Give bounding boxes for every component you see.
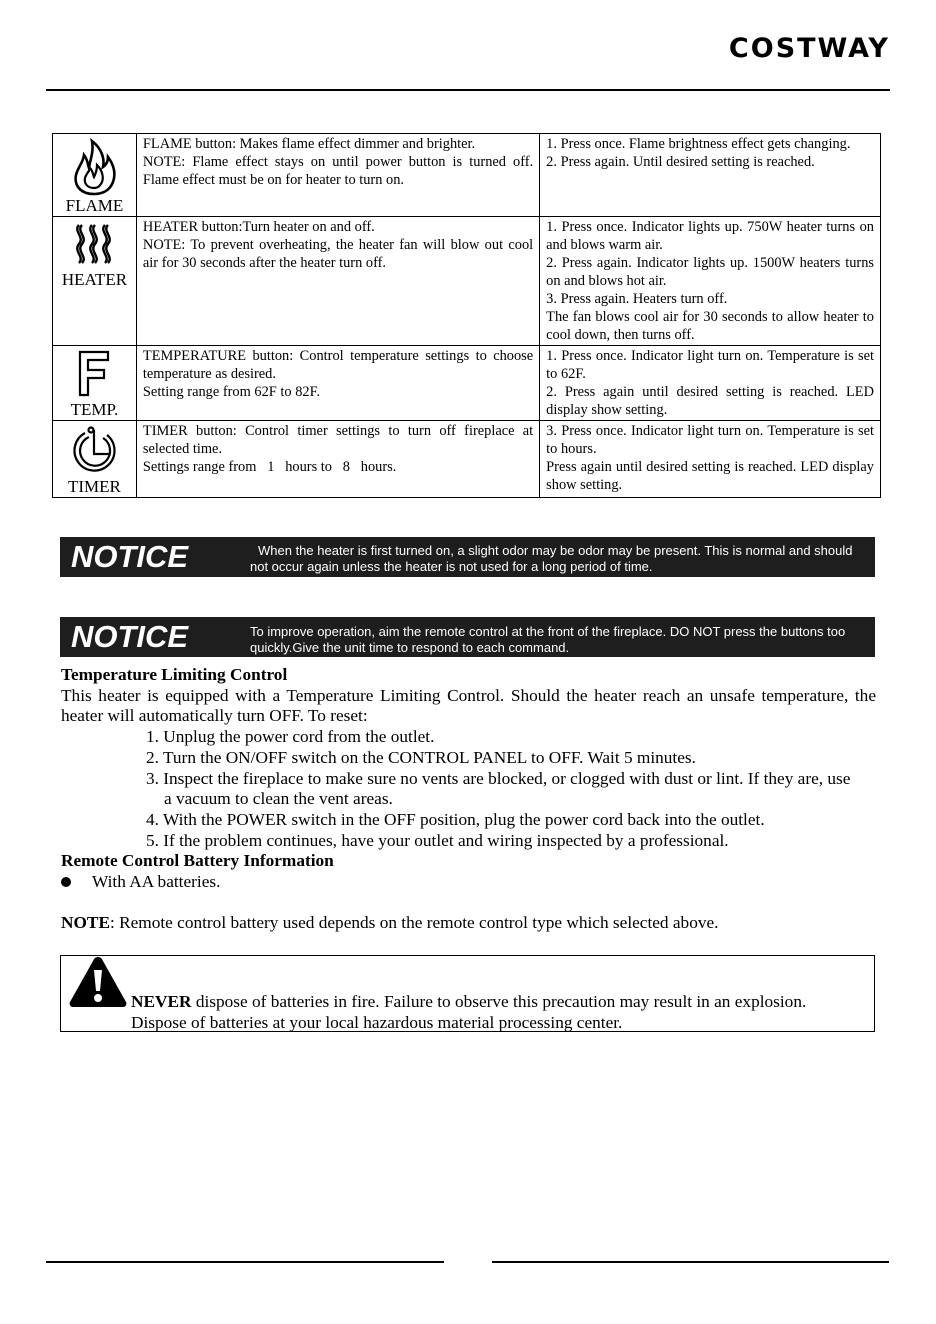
footer-rule-right: [492, 1261, 889, 1263]
header-divider: [46, 89, 890, 91]
action-line: 2. Press again. Indicator lights up. 1500W heaters turns on and blows hot air.: [546, 255, 874, 289]
notice-title: NOTICE: [71, 619, 189, 654]
table-row: [53, 421, 881, 498]
fahrenheit-icon: [77, 349, 111, 397]
button-label: TEMP.: [70, 400, 119, 419]
notice-banner: [60, 617, 875, 657]
desc-line: NOTE: To prevent overheating, the heater fan will blow out cool air for 30 seconds after the heater turn off.: [142, 237, 534, 271]
button-description: [136, 421, 539, 498]
warning-strong: NEVER: [131, 992, 192, 1011]
action-line: Press again until desired setting is reached. LED display show setting.: [546, 459, 874, 493]
desc-line: NOTE: Flame effect stays on until power button is turned off. Flame effect must be on for heater to turn on.: [142, 154, 534, 188]
list-item: 3. Inspect the fireplace to make sure no vents are blocked, or clogged with dust or lint. If they are, use a vacuum to clean the vent areas.: [146, 768, 851, 809]
notice-banner: [60, 537, 875, 577]
button-description: [136, 346, 539, 421]
list-item: 4. With the POWER switch in the OFF position, plug the power cord back into the outlet.: [146, 809, 765, 829]
battery-note: [61, 913, 876, 934]
button-label: FLAME: [65, 196, 124, 215]
flame-cell: [53, 134, 137, 217]
table-row: [53, 217, 881, 346]
reset-steps: [61, 727, 876, 851]
flame-icon: [70, 138, 118, 196]
action-line: 2. Press again. Until desired setting is reached.: [546, 154, 815, 170]
control-buttons-table: [52, 133, 881, 498]
warning-box: [60, 955, 875, 1032]
note-label: NOTE: [61, 913, 110, 933]
action-line: The fan blows cool air for 30 seconds to allow heater to cool down, then turns off.: [546, 309, 874, 343]
desc-line: HEATER button:Turn heater on and off.: [142, 219, 375, 235]
bullet-icon: [61, 877, 71, 887]
action-line: 3. Press once. Indicator light turn on. Temperature is set to hours.: [546, 423, 874, 457]
list-item: 1. Unplug the power cord from the outlet.: [146, 727, 435, 747]
button-label: HEATER: [61, 270, 128, 289]
table-row: [53, 346, 881, 421]
desc-line: TIMER button: Control timer settings to turn off fireplace at selected time.: [142, 423, 534, 457]
action-line: 1. Press once. Indicator lights up. 750W heater turns on and blows warm air.: [546, 219, 874, 253]
note-text: : Remote control battery used depends on the remote control type which selected above.: [109, 913, 719, 933]
section-intro: This heater is equipped with a Temperature Limiting Control. Should the heater reach an unsafe temperature, the heater will automatically turn OFF. To reset:: [61, 685, 876, 726]
action-line: 1. Press once. Indicator light turn on. Temperature is set to 62F.: [546, 348, 874, 382]
list-item: 5. If the problem continues, have your outlet and wiring inspected by a professional.: [146, 830, 729, 850]
list-item: [61, 872, 876, 893]
section-heading: Remote Control Battery Information: [61, 851, 334, 871]
desc-line: Setting range from 62F to 82F.: [142, 384, 321, 400]
footer-rule-left: [46, 1261, 444, 1263]
timer-cell: [53, 421, 137, 498]
temperature-limiting-section: [61, 665, 876, 934]
button-label: TIMER: [68, 477, 121, 496]
notice-message: To improve operation, aim the remote control at the front of the fireplace. DO NOT press the buttons too quickly.Give the unit time to respond to each command.: [250, 624, 846, 655]
button-actions: [540, 346, 881, 421]
action-line: 2. Press again until desired setting is reached. LED display show setting.: [546, 384, 874, 418]
desc-line: Settings range from 1 hours to 8 hours.: [142, 459, 397, 475]
brand-logo: COSTWAY: [728, 33, 890, 64]
list-item: 2. Turn the ON/OFF switch on the CONTROL PANEL to OFF. Wait 5 minutes.: [146, 747, 696, 767]
action-line: 3. Press again. Heaters turn off.: [546, 291, 728, 307]
warning-triangle-icon: [68, 956, 128, 1008]
heater-cell: [53, 217, 137, 346]
button-description: [136, 134, 539, 217]
bullet-text: With AA batteries.: [92, 872, 221, 892]
notice-title: NOTICE: [71, 539, 189, 574]
section-heading: Temperature Limiting Control: [61, 665, 288, 684]
button-description: [136, 217, 539, 346]
button-actions: [540, 217, 881, 346]
warning-line: dispose of batteries in fire. Failure to observe this precaution may result in an explosion.: [191, 992, 807, 1011]
table-row: [53, 134, 881, 217]
notice-message: When the heater is first turned on, a slight odor may be odor may be present. This is normal and should not occur again unless the heater is not used for a long period of time.: [250, 543, 853, 574]
timer-icon: [69, 426, 119, 476]
desc-line: FLAME button: Makes flame effect dimmer and brighter.: [142, 136, 476, 152]
warning-text: [131, 991, 806, 1033]
button-actions: [540, 421, 881, 498]
temp-cell: [53, 346, 137, 421]
warning-line: Dispose of batteries at your local hazardous material processing center.: [131, 1013, 623, 1032]
button-actions: [540, 134, 881, 217]
heater-waves-icon: [71, 223, 117, 265]
desc-line: TEMPERATURE button: Control temperature settings to choose temperature as desired.: [142, 348, 534, 382]
action-line: 1. Press once. Flame brightness effect gets changing.: [546, 136, 851, 152]
